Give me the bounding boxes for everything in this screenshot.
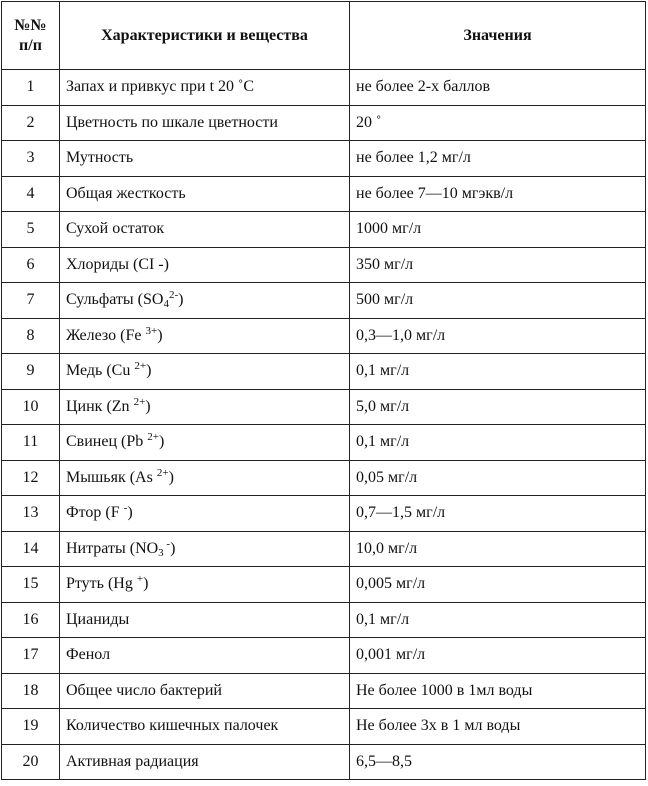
characteristic-name xyxy=(60,531,350,567)
characteristic-value: не более 2-х баллов xyxy=(350,70,646,106)
characteristic-value: не более 7—10 мгэкв/л xyxy=(350,176,646,212)
characteristic-name xyxy=(60,354,350,390)
chemical-superscript: - xyxy=(123,502,128,515)
characteristic-name: Хлориды (CI -) xyxy=(60,247,350,283)
name-text-end: ) xyxy=(170,539,176,557)
name-text: Сульфаты (SO xyxy=(66,291,164,309)
name-text-end: ) xyxy=(145,397,151,415)
row-number: 20 xyxy=(2,744,60,780)
chemical-superscript: 2- xyxy=(168,289,179,302)
characteristic-value: 0,1 мг/л xyxy=(350,425,646,461)
chemical-superscript: 2+ xyxy=(147,431,159,444)
table-row xyxy=(2,567,646,603)
name-text: Медь (Cu xyxy=(66,362,135,380)
characteristic-value: 20 ˚ xyxy=(350,105,646,141)
row-number: 9 xyxy=(2,354,60,390)
chemical-superscript: 2+ xyxy=(156,466,169,479)
characteristic-name xyxy=(60,567,350,603)
table-row xyxy=(2,176,646,212)
characteristic-value: 1000 мг/л xyxy=(350,212,646,248)
characteristic-value: 0,1 мг/л xyxy=(350,602,646,638)
chemical-superscript: - xyxy=(163,537,171,550)
characteristic-value: 0,005 мг/л xyxy=(350,567,646,603)
table-row xyxy=(2,744,646,780)
table-row xyxy=(2,673,646,709)
characteristic-name xyxy=(60,389,350,425)
characteristic-value: 0,3—1,0 мг/л xyxy=(350,318,646,354)
water-quality-table-container xyxy=(1,1,646,780)
table-row xyxy=(2,531,646,567)
characteristic-value: 0,05 мг/л xyxy=(350,460,646,496)
header-number xyxy=(2,2,60,70)
characteristic-value: Не более 3х в 1 мл воды xyxy=(350,709,646,745)
header-characteristic: Характеристики и вещества xyxy=(60,2,350,70)
name-text-end: ) xyxy=(158,433,165,451)
table-row xyxy=(2,602,646,638)
chemical-subscript: 4 xyxy=(163,298,169,311)
name-text-end: ) xyxy=(178,291,184,309)
table-row xyxy=(2,318,646,354)
characteristic-name: Фенол xyxy=(60,638,350,674)
table-row xyxy=(2,141,646,177)
name-text-end: ) xyxy=(146,362,152,380)
table-row xyxy=(2,212,646,248)
characteristic-value: 350 мг/л xyxy=(350,247,646,283)
characteristic-name xyxy=(60,460,350,496)
characteristic-value: 6,5—8,5 xyxy=(350,744,646,780)
name-text-end: ) xyxy=(143,575,149,593)
characteristic-name xyxy=(60,283,350,319)
table-row xyxy=(2,247,646,283)
table-row xyxy=(2,283,646,319)
table-row xyxy=(2,425,646,461)
name-text-end: ) xyxy=(127,504,133,522)
name-text-end: ) xyxy=(168,468,174,486)
row-number: 1 xyxy=(2,70,60,106)
row-number: 14 xyxy=(2,531,60,567)
characteristic-name xyxy=(60,425,350,461)
name-text: Ртуть (Hg xyxy=(66,575,137,593)
table-row xyxy=(2,460,646,496)
characteristic-value: 500 мг/л xyxy=(350,283,646,319)
characteristic-value: не более 1,2 мг/л xyxy=(350,141,646,177)
characteristic-name: Мутность xyxy=(60,141,350,177)
row-number: 5 xyxy=(2,212,60,248)
chemical-superscript: 3+ xyxy=(145,324,158,337)
name-text: Железо (Fe xyxy=(66,326,146,344)
table-row xyxy=(2,638,646,674)
row-number: 6 xyxy=(2,247,60,283)
row-number: 2 xyxy=(2,105,60,141)
row-number: 19 xyxy=(2,709,60,745)
characteristic-name: Запах и привкус при t 20 ˚С xyxy=(60,70,350,106)
row-number: 12 xyxy=(2,460,60,496)
characteristic-name: Сухой остаток xyxy=(60,212,350,248)
row-number: 3 xyxy=(2,141,60,177)
characteristic-value: 0,1 мг/л xyxy=(350,354,646,390)
row-number: 15 xyxy=(2,567,60,603)
characteristic-name: Цветность по шкале цветности xyxy=(60,105,350,141)
characteristic-value: 0,7—1,5 мг/л xyxy=(350,496,646,532)
name-text: Мышьяк (As xyxy=(66,468,157,486)
row-number: 17 xyxy=(2,638,60,674)
characteristic-value: Не более 1000 в 1мл воды xyxy=(350,673,646,709)
table-row xyxy=(2,709,646,745)
name-text-end: ) xyxy=(157,326,163,344)
row-number: 18 xyxy=(2,673,60,709)
chemical-superscript: 2+ xyxy=(133,395,146,408)
name-text: Цинк (Zn xyxy=(66,397,134,415)
characteristic-name: Цианиды xyxy=(60,602,350,638)
chemical-subscript: 3 xyxy=(158,546,164,559)
characteristic-name: Общая жесткость xyxy=(60,176,350,212)
characteristic-value: 5,0 мг/л xyxy=(350,389,646,425)
row-number: 13 xyxy=(2,496,60,532)
table-row xyxy=(2,389,646,425)
header-value: Значения xyxy=(350,2,646,70)
header-number-line1: №№ xyxy=(14,16,47,34)
table-header-row xyxy=(2,2,646,70)
characteristic-name: Общее число бактерий xyxy=(60,673,350,709)
chemical-superscript: + xyxy=(136,573,144,586)
characteristic-name xyxy=(60,496,350,532)
characteristic-name: Активная радиация xyxy=(60,744,350,780)
table-row xyxy=(2,496,646,532)
row-number: 10 xyxy=(2,389,60,425)
name-text: Фтор (F xyxy=(66,504,124,522)
characteristic-value: 0,001 мг/л xyxy=(350,638,646,674)
row-number: 11 xyxy=(2,425,60,461)
row-number: 4 xyxy=(2,176,60,212)
characteristic-value: 10,0 мг/л xyxy=(350,531,646,567)
row-number: 8 xyxy=(2,318,60,354)
table-row xyxy=(2,70,646,106)
characteristic-name xyxy=(60,318,350,354)
row-number: 16 xyxy=(2,602,60,638)
water-quality-table xyxy=(1,1,646,780)
table-row xyxy=(2,354,646,390)
chemical-superscript: 2+ xyxy=(134,360,147,373)
header-number-line2: п/п xyxy=(19,36,42,54)
row-number: 7 xyxy=(2,283,60,319)
name-text: Свинец (Pb xyxy=(66,433,148,451)
characteristic-name: Количество кишечных палочек xyxy=(60,709,350,745)
table-row xyxy=(2,105,646,141)
name-text: Нитраты (NO xyxy=(66,539,159,557)
